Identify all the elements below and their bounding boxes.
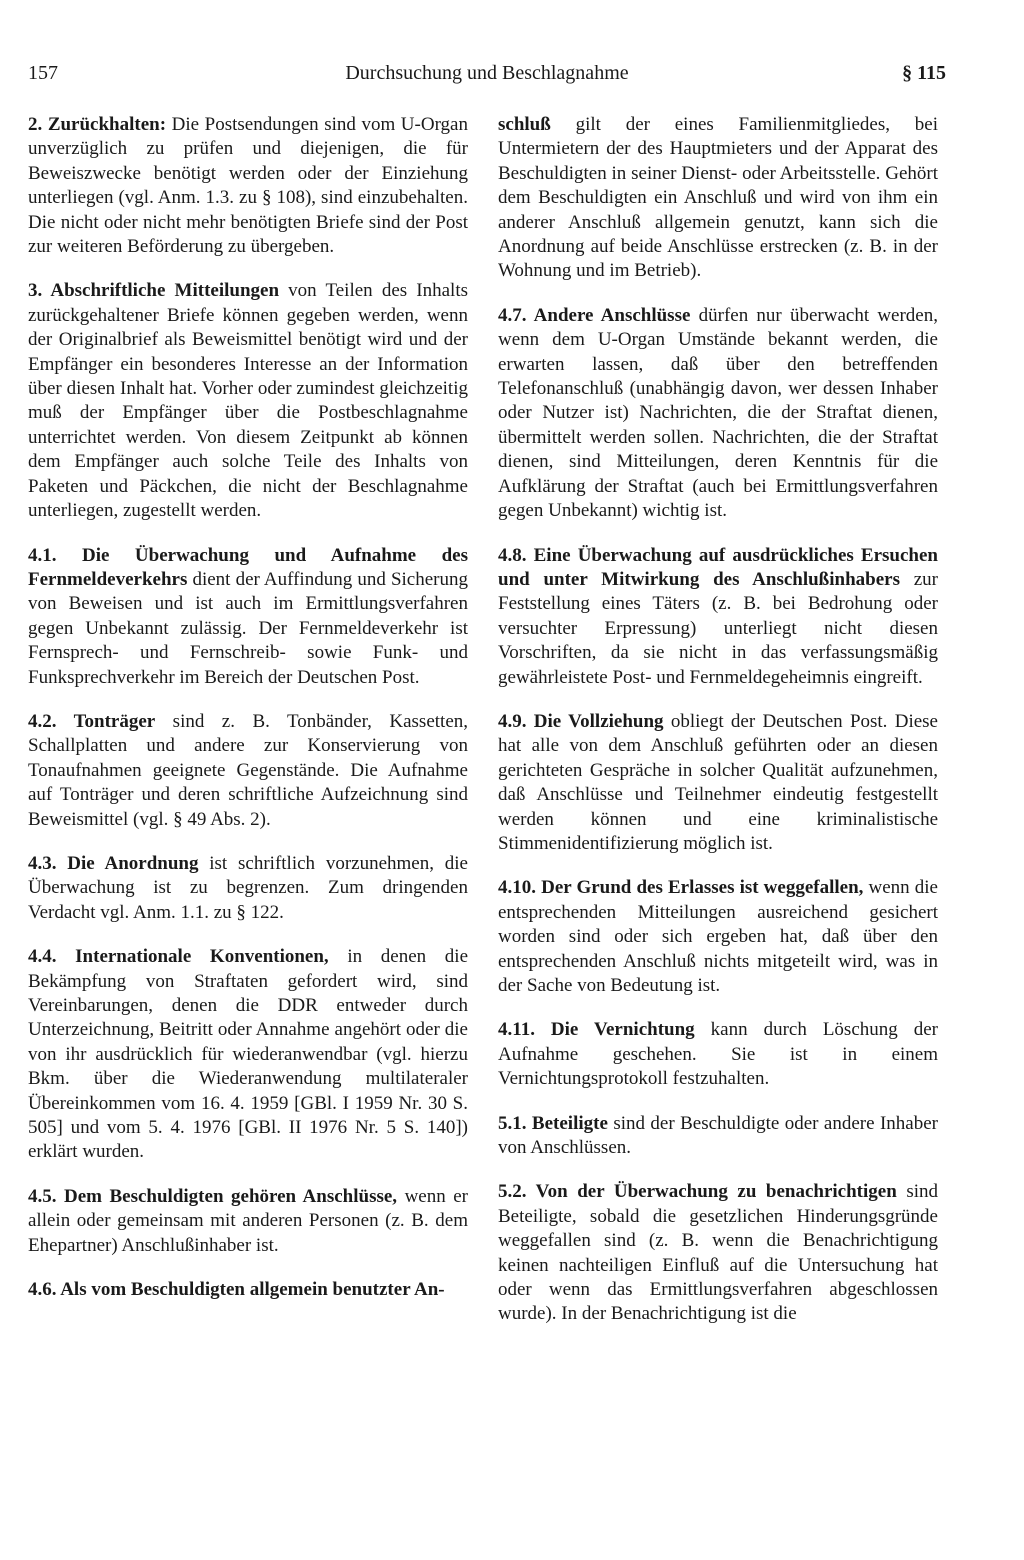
- paragraph-4-7: [498, 304, 938, 524]
- page-number: 157: [28, 62, 58, 84]
- paragraph-heading: 2. Zurückhalten:: [28, 114, 167, 135]
- paragraph-heading: 4.2. Tonträger: [28, 710, 156, 732]
- page-title: Durchsuchung und Beschlagnahme: [345, 62, 629, 84]
- paragraph-heading: 5.2. Von der Überwachung zu benachrichtigen: [498, 1181, 897, 1203]
- paragraph-text: wenn die entsprechenden Mitteilungen ausreichend gesichert worden sind oder sich ergeben hat, daß über den entsprechenden Anschluß nichts mitgeteilt wird, was in der Sache von Bedeutung ist.: [498, 877, 938, 996]
- paragraph-heading: 4.1. Die Überwachung und Aufnahme des Fernmeldeverkehrs: [28, 544, 468, 590]
- paragraph-4-6: [28, 1278, 468, 1302]
- right-column: [498, 113, 938, 1347]
- paragraph-4-3: [28, 852, 468, 925]
- paragraph-4-11: [498, 1018, 938, 1091]
- paragraph-text: sind Beteiligte, sobald die gesetzlichen Hinderungsgründe weggefallen sind (z. B. wenn die Benachrichtigung keinen nachteiligen Einfluß auf die Untersuchung hat oder wenn das Ermittlungsverfahren abgeschlossen wurde). In der Benachrichtigung ist die: [498, 1181, 938, 1325]
- paragraph-3: [28, 279, 468, 523]
- paragraph-heading: 4.11. Die Vernichtung: [498, 1019, 695, 1041]
- paragraph-text: sind der Beschuldigte oder andere Inhaber von Anschlüssen.: [498, 1112, 938, 1159]
- paragraph-4-4: [28, 945, 468, 1165]
- paragraph-text: wenn er allein oder gemeinsam mit anderen Personen (z. B. dem Ehepartner) Anschlußinhaber ist.: [28, 1185, 468, 1256]
- paragraph-text: dürfen nur überwacht werden, wenn dem U-Organ Umstände bekannt werden, die erwarten lassen, daß über den betreffenden Telefonanschluß (unabhängig davon, wer dessen Inhaber oder Nutzer ist) Nachrichten, die der Straftat dienen, übermittelt werden sollen. Nachrichten, die der Straftat dienen, sind Mitteilungen, deren Kenntnis für die Aufklärung der Straftat (auch bei Ermittlungsverfahren gegen Unbekannt) wichtig ist.: [498, 304, 938, 522]
- paragraph-heading: 5.1. Beteiligte: [498, 1112, 608, 1134]
- paragraph-4-1: [28, 544, 468, 690]
- paragraph-text: gilt der eines Familienmitgliedes, bei Untermietern der des Hauptmieters und der Apparat des Beschuldigten in seiner Dienst- oder Arbeitsstelle. Gehört dem Beschuldigten ein Anschluß und wird von ihm ein anderer Anschluß allgemein genutzt, kann sich die Anordnung auf beide Anschlüsse erstrecken (z. B. in der Wohnung und im Betrieb).: [498, 114, 938, 282]
- section-number: § 115: [902, 62, 946, 84]
- paragraph-2: [28, 113, 468, 259]
- paragraph-text: kann durch Löschung der Aufnahme geschehen. Sie ist in einem Vernichtungsprotokoll festzuhalten.: [498, 1019, 938, 1090]
- paragraph-4-2: [28, 710, 468, 832]
- paragraph-heading: 4.10. Der Grund des Erlasses ist weggefallen,: [498, 877, 864, 899]
- paragraph-5-1: [498, 1112, 938, 1161]
- paragraph-heading: 4.4. Internationale Konventionen,: [28, 946, 329, 968]
- paragraph-heading: 4.6. Als vom Beschuldigten allgemein benutzter An-: [28, 1279, 445, 1301]
- running-header: [28, 56, 946, 90]
- paragraph-text: ist schriftlich vorzunehmen, die Überwachung ist zu begrenzen. Zum dringenden Verdacht vgl. Anm. 1.1. zu § 122.: [28, 852, 468, 923]
- paragraph-heading: 4.3. Die Anordnung: [28, 852, 199, 874]
- paragraph-heading: 4.8. Eine Überwachung auf ausdrückliches Ersuchen und unter Mitwirkung des Anschlußinhabers: [498, 544, 938, 590]
- paragraph-text: in denen die Bekämpfung von Straftaten gefordert wird, sind Vereinbarungen, denen die DDR entweder durch Unterzeichnung, Beitritt oder Annahme angehört oder die von ihr ausdrücklich für wiederanwendbar (vgl. hierzu Bkm. über die Wiederanwendung multilateraler Übereinkommen vom 16. 4. 1959 [GBl. I 1959 Nr. 30 S. 505] und vom 5. 4. 1976 [GBl. II 1976 Nr. 5 S. 140]) erklärt wurden.: [28, 946, 469, 1163]
- paragraph-heading: schluß: [498, 114, 551, 135]
- paragraph-text: obliegt der Deutschen Post. Diese hat alle von dem Anschluß geführten oder an diesen gerichteten Gespräche in solcher Qualität aufzunehmen, daß Anschlüsse und Teilnehmer eindeutig festgestellt werden können und eine kriminalistische Stimmenidentifizierung möglich ist.: [498, 710, 938, 854]
- paragraph-text: sind z. B. Tonbänder, Kassetten, Schallplatten und andere zur Konservierung von Tonaufnahmen geeignete Gegenstände. Die Aufnahme auf Tonträger und deren schriftliche Aufzeichnung sind Beweismittel (vgl. § 49 Abs. 2).: [28, 710, 469, 830]
- paragraph-text: dient der Auffindung und Sicherung von Beweisen und ist auch im Ermittlungsverfahren gegen Unbekannt zulässig. Der Fernmeldeverkehr ist Fernsprech- und Fernschreib- sowie Funk- und Funksprechverkehr im Bereich der Deutschen Post.: [28, 568, 468, 688]
- paragraph-text: von Teilen des Inhalts zurückgehaltener Briefe können gegeben werden, wenn der Originalbrief als Beweismittel benötigt wird und der Empfänger ein besonderes Interesse an der Information über diesen Inhalt hat. Vorher oder zumindest gleichzeitig muß der Empfänger über die Postbeschlagnahme unterrichtet werden. Von diesem Zeitpunkt ab können dem Empfänger auch solche Teile des Inhalts von Paketen und Päckchen, die nicht der Beschlagnahme unterliegen, zugestellt werden.: [28, 280, 469, 522]
- paragraph-4-6-continued: [498, 113, 938, 284]
- paragraph-5-2: [498, 1180, 938, 1326]
- left-column: [28, 113, 468, 1322]
- paragraph-heading: 4.9. Die Vollziehung: [498, 710, 664, 732]
- paragraph-4-10: [498, 876, 938, 998]
- paragraph-text: Die Postsendungen sind vom U-Organ unverzüglich zu prüfen und diejenigen, die für Beweiszwecke benötigt werden oder der Einziehung unterliegen (vgl. Anm. 1.3. zu § 108), sind einzubehalten. Die nicht oder nicht mehr benötigten Briefe sind der Post zur weiteren Beförderung zu übergeben.: [28, 114, 468, 258]
- paragraph-4-9: [498, 710, 938, 856]
- paragraph-4-8: [498, 544, 938, 690]
- paragraph-text: zur Feststellung eines Täters (z. B. bei Bedrohung oder versuchter Erpressung) unterliegt nicht diesen Vorschriften, da sie nicht in das verfassungsmäßig gewährleistete Post- und Fernmeldegeheimnis eingreift.: [498, 568, 938, 688]
- paragraph-4-5: [28, 1185, 468, 1258]
- paragraph-heading: 3. Abschriftliche Mitteilungen: [28, 280, 280, 302]
- paragraph-heading: 4.7. Andere Anschlüsse: [498, 304, 691, 326]
- paragraph-heading: 4.5. Dem Beschuldigten gehören Anschlüsse,: [28, 1185, 398, 1207]
